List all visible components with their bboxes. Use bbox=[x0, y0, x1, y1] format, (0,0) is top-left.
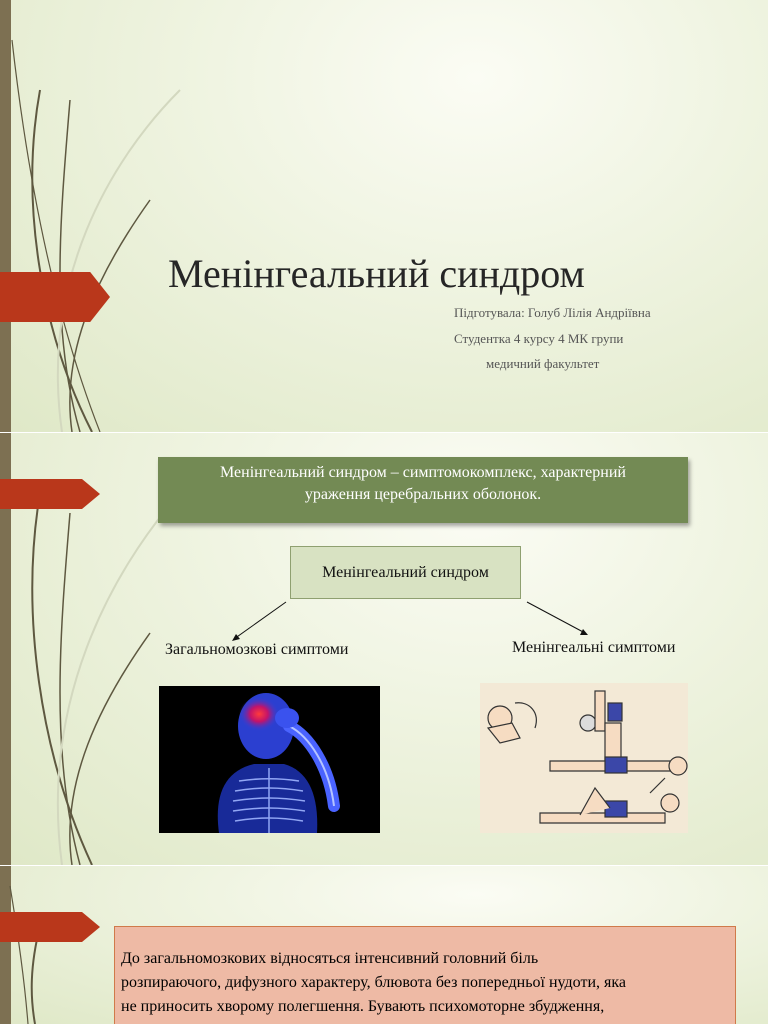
student-line: Студентка 4 курсу 4 МК групи bbox=[454, 331, 624, 346]
general-cerebral-label: Загальномозкові симптоми bbox=[165, 641, 349, 658]
definition-line-2: ураження церебральних оболонок. bbox=[304, 486, 542, 503]
meningeal-symptoms-label: Менінгеальні симптоми bbox=[512, 639, 676, 656]
title-tab bbox=[0, 272, 110, 322]
description-box bbox=[114, 926, 736, 1024]
presentation-title: Менінгеальний синдром bbox=[168, 251, 585, 296]
description-line-1: До загальномозкових відносяться інтенсивний головний біль bbox=[121, 950, 539, 967]
faculty-line: медичний факультет bbox=[486, 356, 600, 371]
decorative-grass bbox=[0, 0, 200, 432]
description-line-3: не приносить хворому полегшення. Бувають психомоторне збудження, bbox=[121, 998, 605, 1015]
section-tab bbox=[0, 912, 100, 942]
skeleton-headache-image bbox=[159, 686, 380, 833]
author-line: Підготувала: Голуб Лілія Андріївна bbox=[454, 305, 651, 320]
slide-text bbox=[0, 866, 768, 1024]
meningeal-signs-illustration bbox=[480, 683, 688, 833]
slide-diagram bbox=[0, 433, 768, 865]
description-line-2: розпираючого, дифузного характеру, блювота без попередньої нудоти, яка bbox=[121, 974, 626, 991]
definition-line-1: Менінгеальний синдром – симптомокомплекс, характерний bbox=[220, 464, 626, 481]
slide-title bbox=[0, 0, 768, 432]
syndrome-node-label: Менінгеальний синдром bbox=[322, 563, 489, 581]
